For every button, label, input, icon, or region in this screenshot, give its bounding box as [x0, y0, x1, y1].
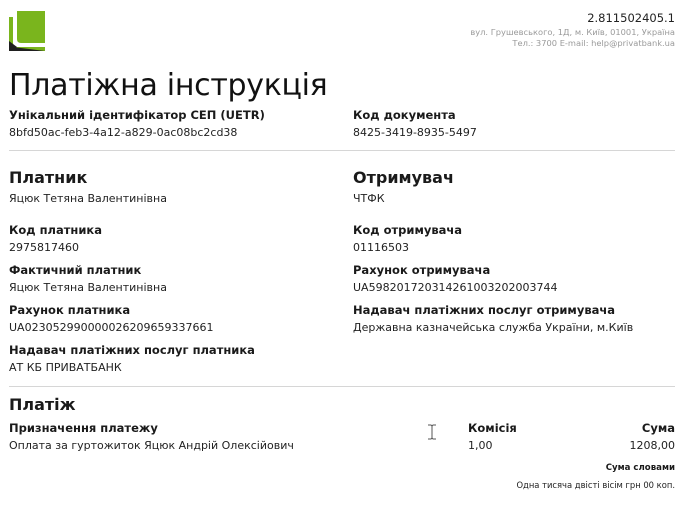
- sum-label: Сума: [641, 421, 675, 435]
- payer-name: Яцюк Тетяна Валентинівна: [9, 192, 167, 205]
- purpose-value: Оплата за гуртожиток Яцюк Андрій Олексійович: [9, 439, 294, 452]
- commission-label: Комісія: [468, 421, 517, 435]
- payer-provider-value: АТ КБ ПРИВАТБАНК: [9, 361, 122, 374]
- doc-code-value: 8425-3419-8935-5497: [353, 126, 477, 139]
- actual-payer-value: Яцюк Тетяна Валентинівна: [9, 281, 167, 294]
- text-cursor-icon: [427, 424, 437, 440]
- payer-code-label: Код платника: [9, 223, 102, 237]
- recipient-provider-label: Надавач платіжних послуг отримувача: [353, 303, 616, 317]
- payer-code-value: 2975817460: [9, 241, 79, 254]
- contact-line: Тел.: 3700 E-mail: help@privatbank.ua: [512, 38, 675, 48]
- sum-words-label: Сума словами: [605, 463, 675, 473]
- payment-heading: Платіж: [9, 395, 76, 414]
- document-number: 2.811502405.1: [587, 11, 675, 25]
- purpose-label: Призначення платежу: [9, 421, 158, 435]
- payer-account-value: UA023052990000026209659337661: [9, 321, 214, 334]
- doc-code-label: Код документа: [353, 108, 456, 122]
- commission-value: 1,00: [468, 439, 493, 452]
- recipient-account-label: Рахунок отримувача: [353, 263, 491, 277]
- sum-words-value: Одна тисяча двісті вісім грн 00 коп.: [516, 480, 675, 490]
- privatbank-logo-icon: [9, 11, 45, 51]
- recipient-provider-value: Державна казначейська служба України, м.Київ: [353, 321, 634, 334]
- recipient-code-label: Код отримувача: [353, 223, 463, 237]
- payer-provider-label: Надавач платіжних послуг платника: [9, 343, 255, 357]
- recipient-heading: Отримувач: [353, 168, 454, 187]
- page-title: Платіжна інструкція: [9, 68, 328, 103]
- recipient-code-value: 01116503: [353, 241, 409, 254]
- divider: [9, 150, 675, 151]
- address-line: вул. Грушевського, 1Д, м. Київ, 01001, Україна: [470, 27, 675, 37]
- uetr-label: Унікальний ідентифікатор СЕП (UETR): [9, 108, 265, 122]
- sum-value: 1208,00: [629, 439, 675, 452]
- recipient-name: ЧТФК: [353, 192, 385, 205]
- bank-address: [470, 27, 675, 49]
- divider: [9, 386, 675, 387]
- recipient-account-value: UA598201720314261003202003744: [353, 281, 558, 294]
- payer-account-label: Рахунок платника: [9, 303, 131, 317]
- actual-payer-label: Фактичний платник: [9, 263, 142, 277]
- payer-heading: Платник: [9, 168, 88, 187]
- uetr-value: 8bfd50ac-feb3-4a12-a829-0ac08bc2cd38: [9, 126, 238, 139]
